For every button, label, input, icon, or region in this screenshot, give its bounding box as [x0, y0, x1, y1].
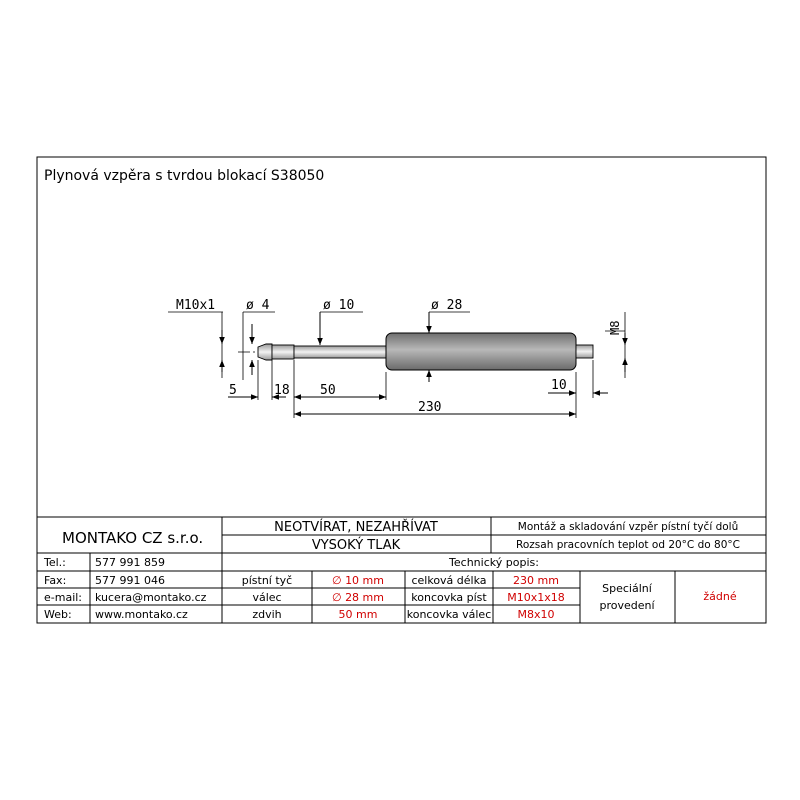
spec-stroke-label: zdvih [252, 608, 282, 621]
spec-cyl-end-value: M8x10 [517, 608, 555, 621]
contact-web-value: www.montako.cz [95, 608, 188, 621]
dim-10: 10 [551, 378, 567, 393]
spec-stroke-value: 50 mm [338, 608, 378, 621]
tech-header: Technický popis: [449, 556, 539, 569]
dim-50: 50 [320, 383, 336, 398]
note-temperature: Rozsah pracovních teplot od 20°C do 80°C [516, 539, 740, 551]
warning-pressure: VYSOKÝ TLAK [311, 538, 401, 553]
spec-cyl-end-label: koncovka válec [406, 608, 492, 621]
cylinder-body [386, 333, 576, 370]
company-name: MONTAKO CZ s.r.o. [62, 529, 204, 547]
warning-open-heat: NEOTVÍRAT, NEZAHŘÍVAT [274, 520, 438, 535]
spec-piston-end-value: M10x1x18 [507, 591, 565, 604]
piston-thread-tip [258, 344, 272, 360]
dim-230: 230 [418, 400, 442, 415]
drawing-title: Plynová vzpěra s tvrdou blokací S38050 [44, 168, 325, 184]
piston-collar [272, 345, 294, 359]
label-thread-cyl: M8 [608, 320, 622, 335]
title-block [37, 517, 766, 623]
spec-piston-end-label: koncovka píst [411, 591, 487, 604]
contact-fax-label: Fax: [44, 574, 67, 587]
spec-rod-value: ∅ 10 mm [331, 574, 385, 587]
special-value: žádné [703, 590, 737, 603]
spec-length-value: 230 mm [513, 574, 559, 587]
dim-18: 18 [274, 383, 290, 398]
gas-spring-drawing [168, 298, 625, 418]
label-thread-piston: M10x1 [176, 298, 216, 313]
contact-email-label: e-mail: [44, 591, 83, 604]
spec-cyl-label: válec [252, 591, 282, 604]
label-dia-cyl: ø 28 [431, 298, 463, 313]
note-mounting: Montáž a skladování vzpěr pístní tyčí dolů [517, 521, 739, 533]
label-dia-rod: ø 10 [323, 298, 355, 313]
cylinder-thread [576, 345, 593, 358]
special-label-1: Speciální [602, 582, 652, 595]
contact-tel-value: 577 991 859 [95, 556, 165, 569]
spec-length-label: celková délka [411, 574, 487, 587]
contact-tel-label: Tel.: [44, 556, 66, 569]
piston-rod [294, 346, 386, 358]
spec-rod-label: pístní tyč [241, 574, 293, 587]
special-label-2: provedení [599, 599, 655, 612]
dim-5: 5 [229, 383, 237, 398]
contact-email-value: kucera@montako.cz [95, 591, 207, 604]
contact-fax-value: 577 991 046 [95, 574, 165, 587]
label-dia-tip: ø 4 [246, 298, 270, 313]
contact-web-label: Web: [44, 608, 72, 621]
spec-cyl-value: ∅ 28 mm [331, 591, 385, 604]
